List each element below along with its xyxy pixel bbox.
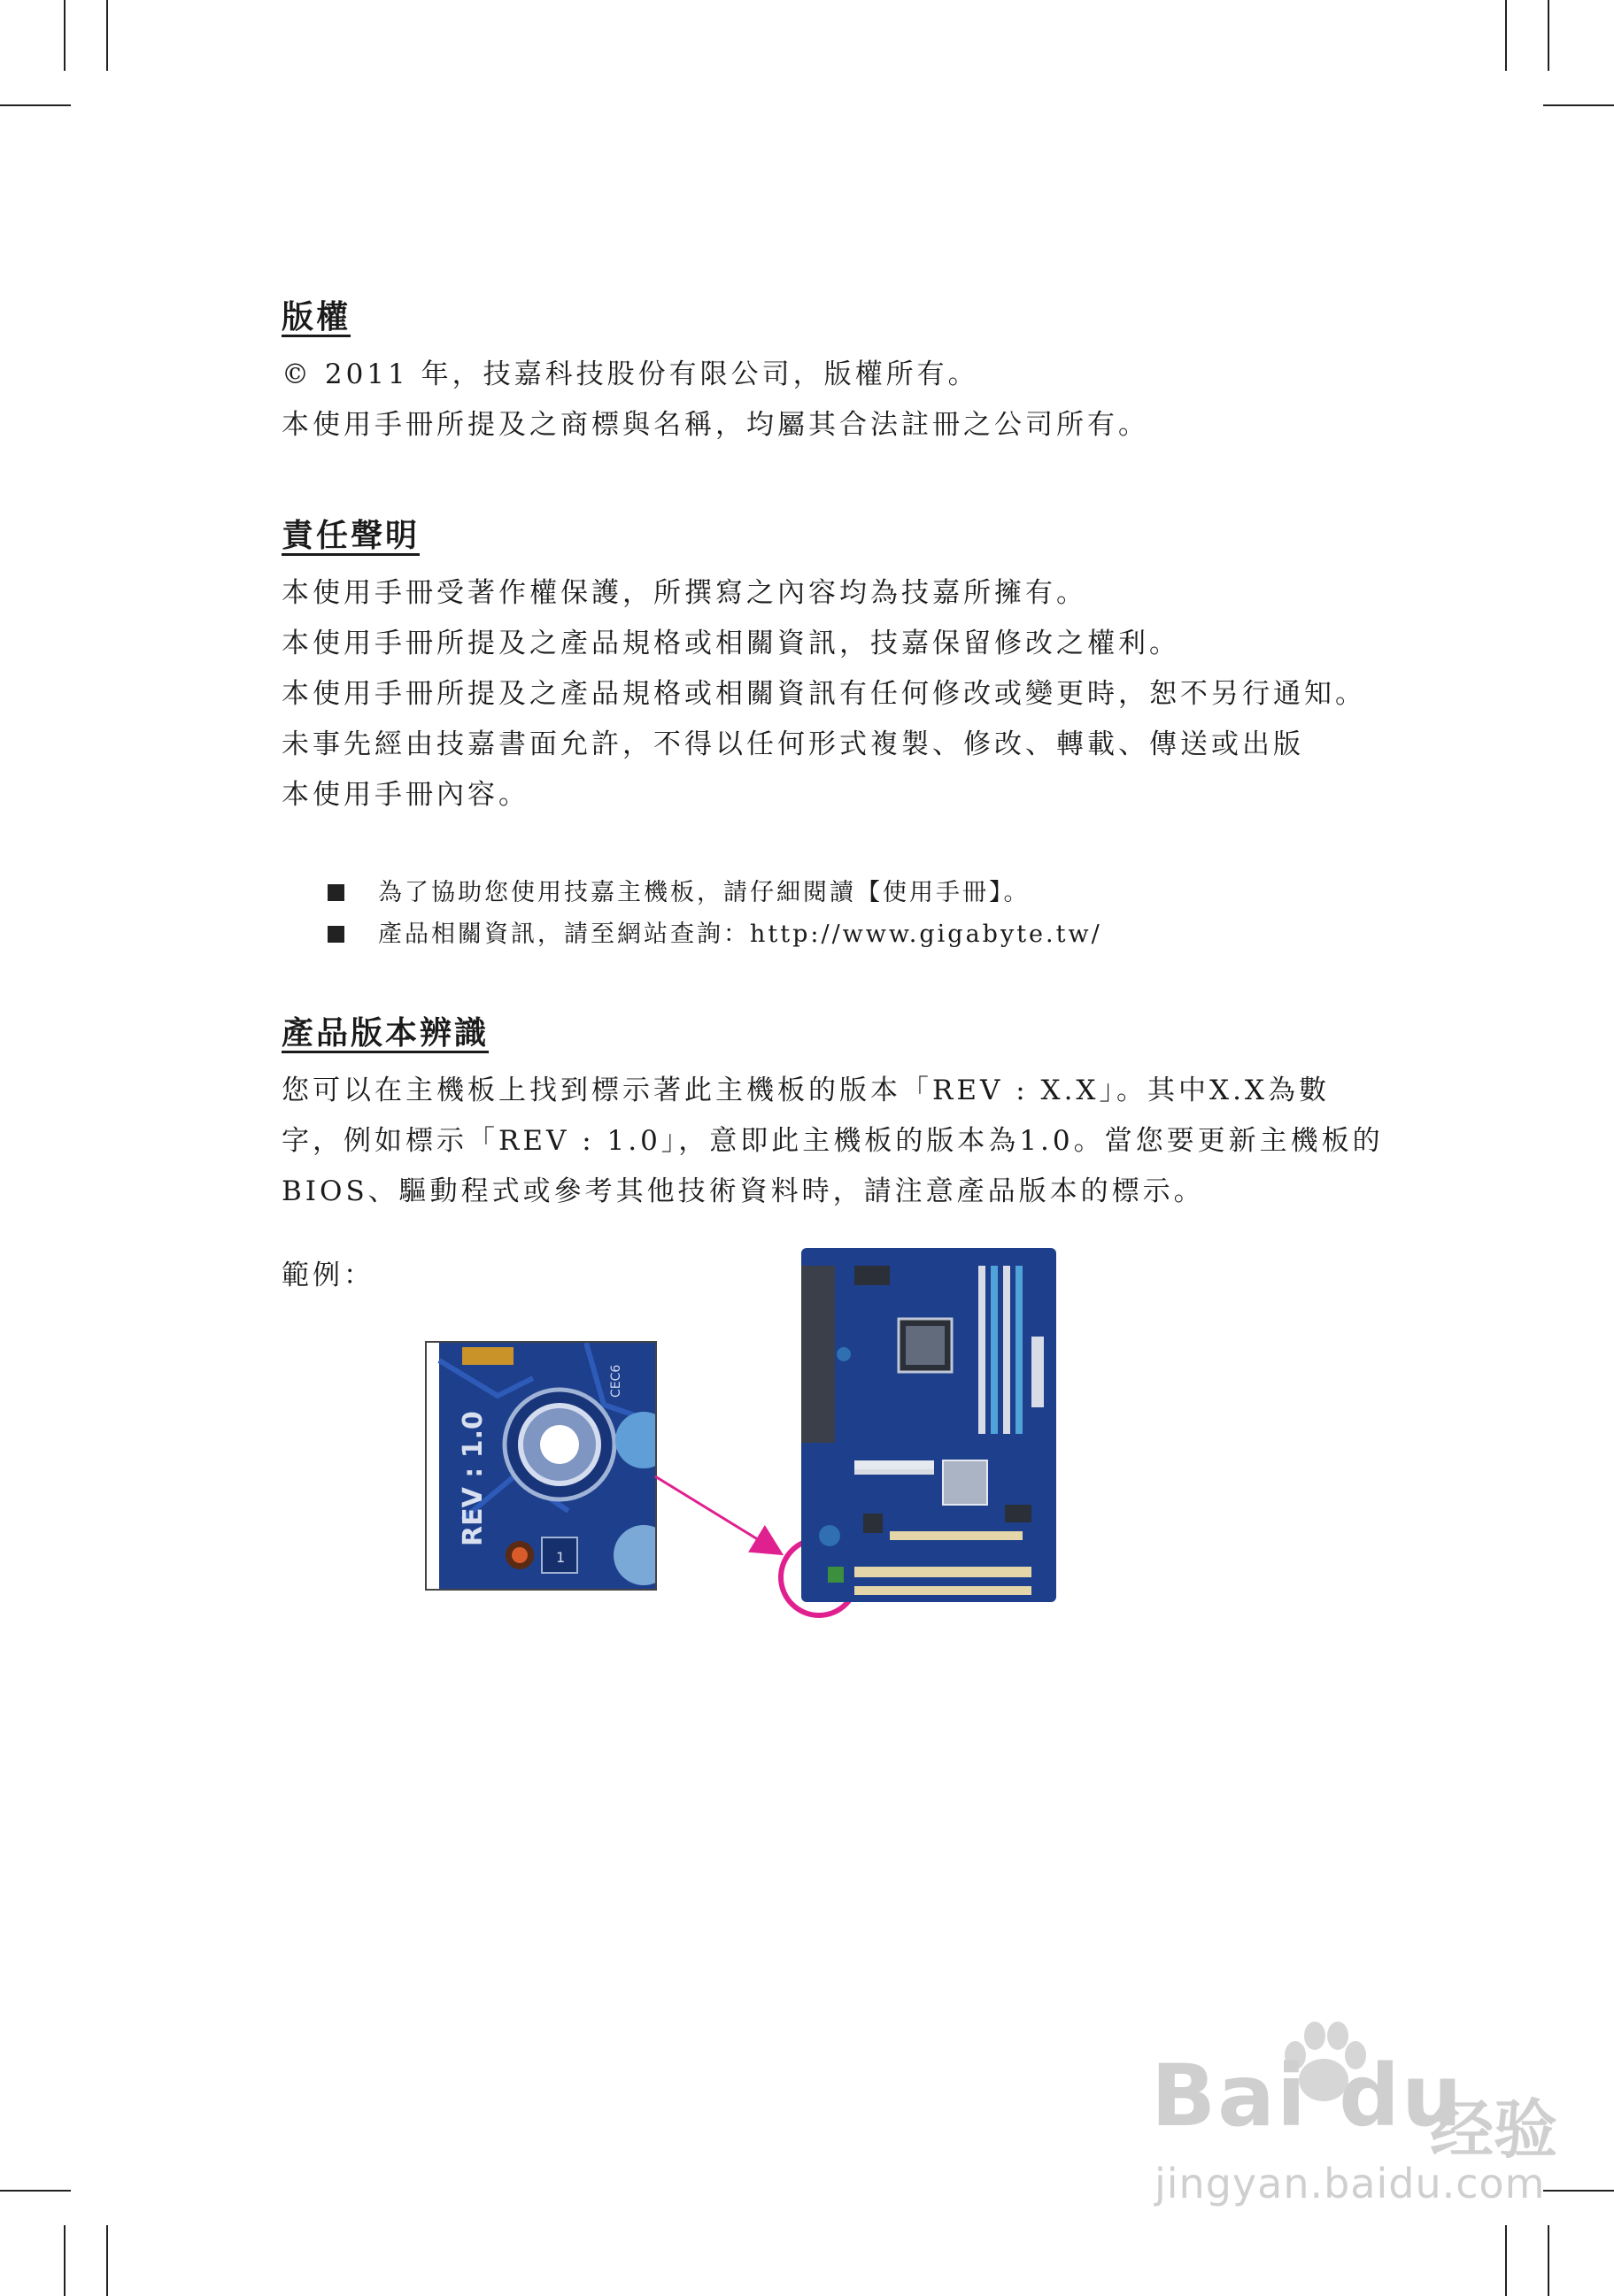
- crop-mark: [0, 104, 71, 106]
- crop-mark: [64, 0, 66, 71]
- copyright-heading: 版權: [282, 298, 351, 335]
- crop-mark: [106, 2225, 108, 2296]
- disclaimer-line: 本使用手冊所提及之產品規格或相關資訊，技嘉保留修改之權利。: [282, 628, 1180, 659]
- info-bullets: [328, 872, 1344, 955]
- revision-mark-text: REV : 1.0: [458, 1411, 489, 1546]
- disclaimer-section: [282, 511, 1366, 821]
- crop-mark: [1505, 0, 1507, 71]
- revision-line: BIOS、驅動程式或參考其他技術資料時，請注意產品版本的標示。: [282, 1175, 1205, 1207]
- bullet-text: 為了協助您使用技嘉主機板，請仔細閱讀【使用手冊】。: [378, 879, 1031, 906]
- revision-line: 您可以在主機板上找到標示著此主機板的版本「REV : X.X」。其中X.X為數: [282, 1075, 1330, 1106]
- crop-mark: [64, 2225, 66, 2296]
- disclaimer-line: 未事先經由技嘉書面允許，不得以任何形式複製、修改、轉載、傳送或出版: [282, 728, 1304, 760]
- motherboard-image: [801, 1248, 1056, 1602]
- copyright-line: © 2011 年，技嘉科技股份有限公司，版權所有。: [282, 358, 979, 390]
- crop-mark: [0, 2190, 71, 2192]
- disclaimer-heading: 責任聲明: [282, 517, 421, 554]
- baidu-watermark: [1142, 2027, 1558, 2248]
- zoom-mark-text: 1: [556, 1549, 566, 1566]
- revision-line: 字，例如標示「REV : 1.0」，意即此主機板的版本為1.0。當您要更新主機板的: [282, 1125, 1384, 1157]
- crop-mark: [1543, 104, 1614, 106]
- page-content: [282, 292, 1384, 1292]
- bullet-item: [328, 872, 1344, 913]
- disclaimer-line: 本使用手冊所提及之產品規格或相關資訊有任何修改或變更時，恕不另行通知。: [282, 678, 1366, 710]
- crop-mark: [106, 0, 108, 71]
- square-bullet-icon: [328, 884, 344, 901]
- bullet-text: 產品相關資訊，請至網站查詢：http://www.gigabyte.tw/: [378, 921, 1102, 948]
- zoom-mark-text: CEC6: [609, 1364, 623, 1398]
- revision-section: [282, 1008, 1384, 1217]
- copyright-line: 本使用手冊所提及之商標與名稱，均屬其合法註冊之公司所有。: [282, 409, 1149, 441]
- disclaimer-line: 本使用手冊內容。: [282, 779, 529, 811]
- watermark-cn: 经验: [1430, 2092, 1558, 2167]
- revision-heading: 產品版本辨識: [282, 1014, 490, 1052]
- disclaimer-line: 本使用手冊受著作權保護，所撰寫之內容均為技嘉所擁有。: [282, 577, 1087, 609]
- square-bullet-icon: [328, 926, 344, 943]
- watermark-url: jingyan.baidu.com: [1155, 2160, 1546, 2207]
- example-label: 範例：: [282, 1260, 375, 1291]
- revision-zoom-image: [425, 1341, 657, 1591]
- bullet-item: [328, 913, 1344, 955]
- copyright-section: [282, 292, 1344, 451]
- crop-mark: [1548, 0, 1549, 71]
- watermark-logo: Bai du: [1151, 2046, 1464, 2146]
